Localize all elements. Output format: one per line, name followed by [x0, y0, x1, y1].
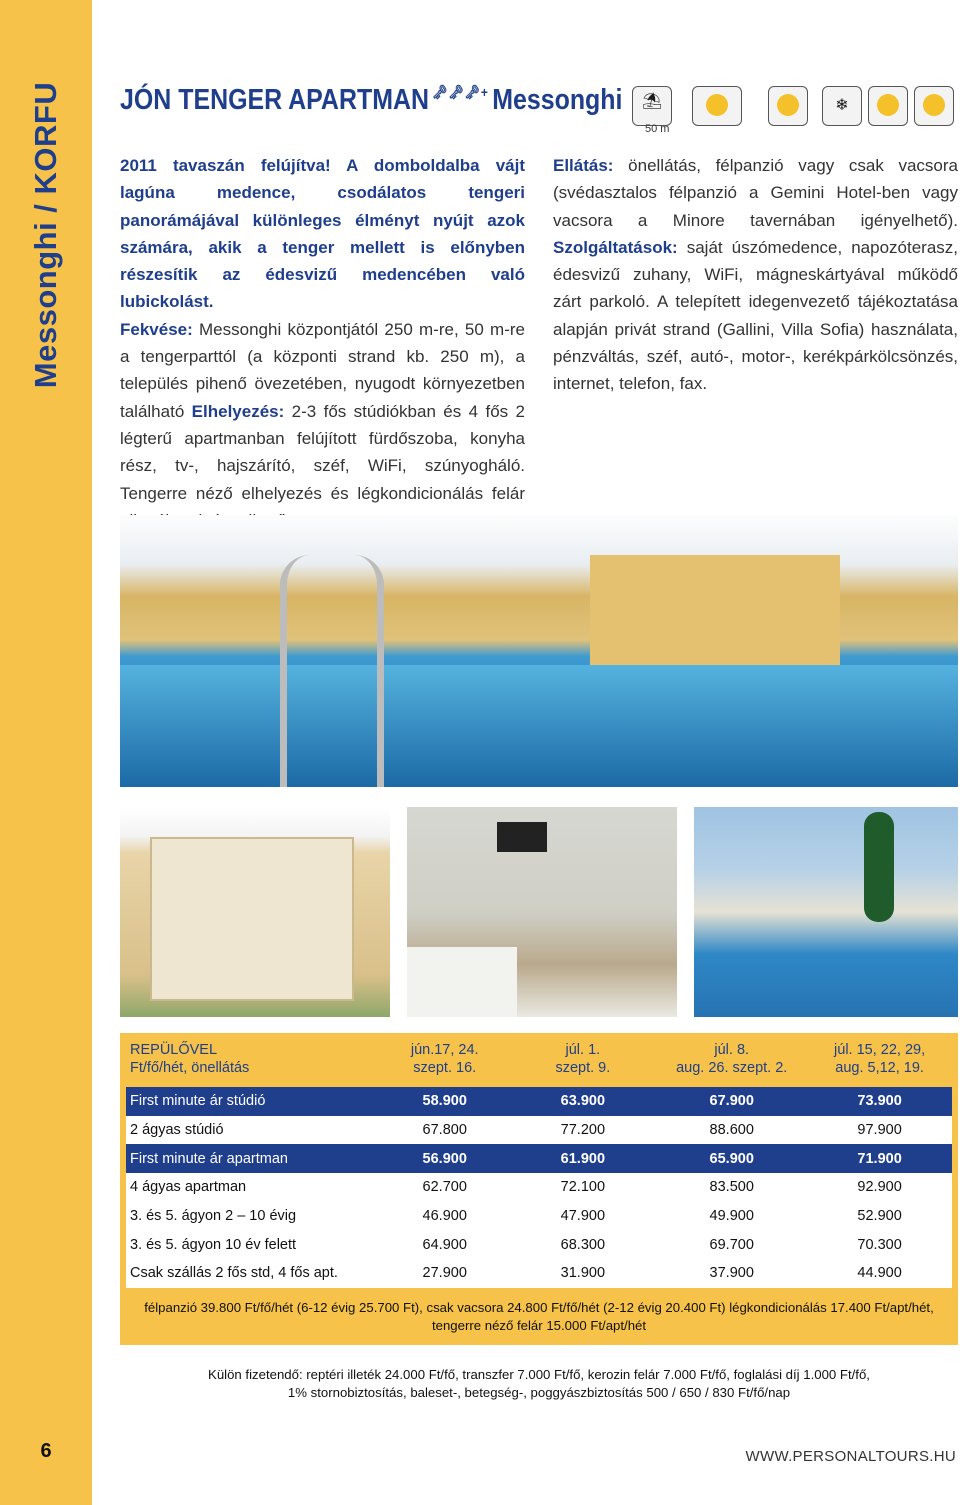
price-cell: 31.900 [509, 1259, 656, 1288]
photo-bed [407, 947, 517, 1017]
description-right [553, 152, 958, 398]
price-cell: 52.900 [807, 1202, 952, 1231]
price-cell: 67.900 [656, 1087, 807, 1116]
price-cell: 72.100 [509, 1173, 656, 1202]
price-cell: 46.900 [380, 1202, 510, 1231]
sidebar-destination-label: Messonghi / KORFU [28, 81, 63, 389]
price-cell: 68.300 [509, 1230, 656, 1259]
accommodation-label: Elhelyezés: [191, 401, 285, 421]
photo-tv [497, 822, 547, 852]
extra-costs-line: Külön fizetendő: reptéri illeték 24.000 Ft/fő, transzfer 7.000 Ft/fő, kerozin felár 7.000 Ft/fő, foglalási díj 1.000 Ft/fő, [208, 1367, 870, 1382]
location-name: Messonghi [492, 84, 623, 116]
price-row [126, 1144, 952, 1173]
price-row [126, 1202, 952, 1231]
ac-icon: ❄ [822, 86, 862, 126]
photo-pool [120, 665, 958, 787]
price-note-line: félpanzió 39.800 Ft/fő/hét (6-12 évig 25.700 Ft), csak vacsora 24.800 Ft/fő/hét (2-12 évig 20.400 Ft) légkondicionálás 17.400 Ft/apt/hét, [144, 1300, 934, 1315]
services-text: saját úszómedence, napozóterasz, édesvizű zuhany, WiFi, mágneskártyával működő zárt parkoló. A telepített idegenvezető tájékoztatása alapján privát strand (Gallini, Villa Sofia) használata, pénzváltás, széf, autó-, motor-, kerékpárkölcsönzés, internet, telefon, fax. [553, 237, 958, 394]
price-cell: 97.900 [807, 1116, 952, 1145]
price-header-period: júl. 8. aug. 26. szept. 2. [676, 1042, 788, 1076]
page-title [120, 84, 622, 124]
location-text: Messonghi központjától 250 m-re, 50 m-re a tengerparttól (a központi strand kb. 250 m), a település pihenő övezetében, nyugodt környezetben található [120, 319, 525, 421]
page-number: 6 [40, 1440, 52, 1462]
price-cell: 71.900 [807, 1144, 952, 1173]
price-cell: 65.900 [656, 1144, 807, 1173]
main-pool-photo [120, 515, 958, 787]
beach-distance: 50 m [645, 123, 670, 135]
price-cell: 63.900 [509, 1087, 656, 1116]
price-grid [126, 1039, 952, 1288]
price-cell: 70.300 [807, 1230, 952, 1259]
price-cell: 49.900 [656, 1202, 807, 1231]
price-cell: 67.800 [380, 1116, 510, 1145]
price-row-label: 3. és 5. ágyon 10 év felett [126, 1230, 380, 1259]
accommodation-text: 2-3 fős stúdiókban és 4 fős 2 légterű apartmanban felújított fürdőszoba, konyha rész, tv-, hajszárító, széf, WiFi, szúnyogháló. Tengerre néző elhelyezés és légkondicionálás felár [120, 401, 525, 503]
price-cell: 61.900 [509, 1144, 656, 1173]
price-note-line: tengerre néző felár 15.000 Ft/apt/hét [431, 1318, 647, 1333]
price-row-label: First minute ár apartman [126, 1144, 380, 1173]
price-cell: 47.900 [509, 1202, 656, 1231]
price-cell: 69.700 [656, 1230, 807, 1259]
price-row [126, 1116, 952, 1145]
sun-smile-icon [868, 86, 908, 126]
photo-facade [150, 837, 354, 1001]
price-cell: 62.700 [380, 1173, 510, 1202]
sun-face-icon [914, 86, 954, 126]
price-cell: 56.900 [380, 1144, 510, 1173]
price-cell: 73.900 [807, 1087, 952, 1116]
price-header-row [126, 1039, 952, 1087]
extra-costs-line: 1% stornobiztosítás, baleset-, betegség-, poggyászbiztosítás 500 / 650 / 830 Ft/fő/nap [287, 1385, 791, 1400]
website-url: WWW.PERSONALTOURS.HU [745, 1448, 956, 1465]
price-row-label: First minute ár stúdió [126, 1087, 380, 1116]
price-cell: 88.600 [656, 1116, 807, 1145]
location-label: Fekvése: [120, 319, 193, 339]
price-cell: 83.500 [656, 1173, 807, 1202]
price-row-label: 3. és 5. ágyon 2 – 10 évig [126, 1202, 380, 1231]
price-row-label: 2 ágyas stúdió [126, 1116, 380, 1145]
beach-icon: ⛱ 50 m [632, 86, 672, 126]
price-header-label: REPÜLŐVEL Ft/fő/hét, önellátás [130, 1042, 250, 1076]
sidebar [0, 0, 92, 1505]
description-left [120, 152, 525, 534]
headline: 2011 tavaszán felújítva! A domboldalba vájt lagúna medence, csodálatos tengeri panorámájával különleges élményt nyújt azok számára, akik a tenger mellett is előnyben részesítik az édesvizű medencében való lubickolást. [120, 156, 525, 312]
board-label: Ellátás: [553, 156, 614, 175]
hotel-name: JÓN TENGER APARTMAN [120, 84, 429, 116]
price-cell: 27.900 [380, 1259, 510, 1288]
pool-icon [692, 86, 742, 126]
board-text: önellátás, félpanzió vagy csak vacsora (svédasztalos félpanzió a Gemini Hotel-ben vagy vacsora a Minore tavernában igényelhető). [553, 156, 958, 230]
price-cell: 37.900 [656, 1259, 807, 1288]
price-header-period: jún.17, 24. szept. 16. [410, 1042, 479, 1076]
price-cell: 44.900 [807, 1259, 952, 1288]
price-row-label: Csak szállás 2 fős std, 4 fős apt. [126, 1259, 380, 1288]
price-cell: 64.900 [380, 1230, 510, 1259]
price-cell: 58.900 [380, 1087, 510, 1116]
price-table [120, 1033, 958, 1345]
price-row [126, 1173, 952, 1202]
photo-tree [864, 812, 894, 922]
price-row [126, 1259, 952, 1288]
price-header-period: júl. 1. szept. 9. [555, 1042, 611, 1076]
price-row-label: 4 ágyas apartman [126, 1173, 380, 1202]
price-header-period: júl. 15, 22, 29, aug. 5,12, 19. [834, 1042, 926, 1076]
price-cell: 92.900 [807, 1173, 952, 1202]
pool-view-photo [694, 807, 958, 1017]
sun-icon [768, 86, 808, 126]
price-cell: 77.200 [509, 1116, 656, 1145]
key-rating: 🗝🗝🗝+ [432, 84, 489, 100]
photo-pool-ladder [280, 555, 384, 787]
building-photo [120, 807, 390, 1017]
room-photo [407, 807, 677, 1017]
services-label: Szolgáltatások: [553, 237, 678, 257]
price-row [126, 1087, 952, 1116]
price-row [126, 1230, 952, 1259]
extra-costs [120, 1366, 958, 1402]
price-notes [120, 1299, 958, 1335]
